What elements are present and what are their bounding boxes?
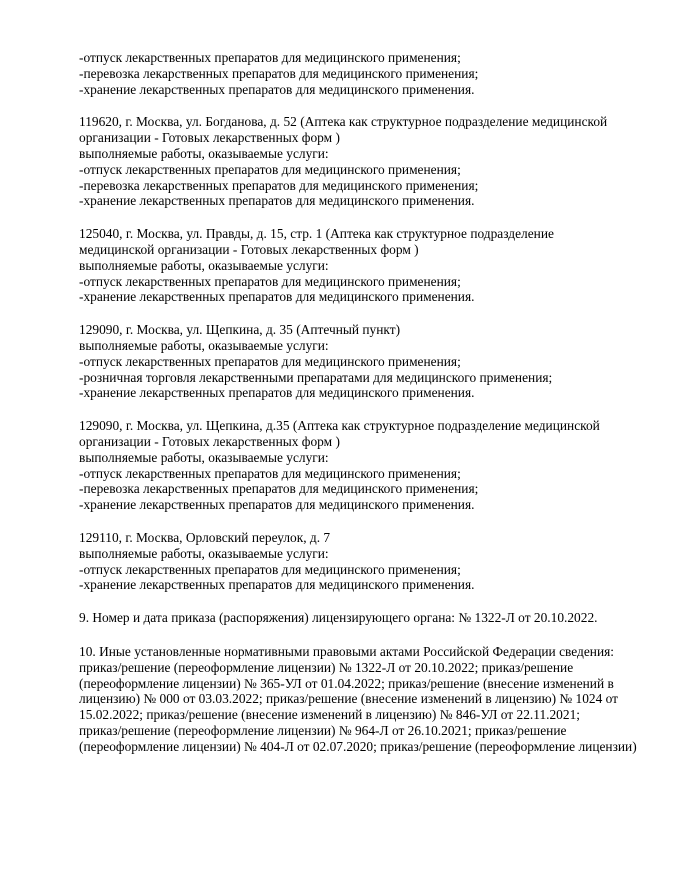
- text-line: -отпуск лекарственных препаратов для медицинского применения;: [79, 465, 461, 481]
- address-line: 129090, г. Москва, ул. Щепкина, д. 35 (Аптечный пункт): [79, 322, 401, 338]
- text-line: -хранение лекарственных препаратов для медицинского применения.: [79, 289, 475, 305]
- text-line: (переоформление лицензии) № 365-УЛ от 01.04.2022; приказ/решение (внесение изменений в: [79, 675, 614, 691]
- text-line: -перевозка лекарственных препаратов для медицинского применения;: [79, 65, 479, 81]
- section-9-order-number: [79, 610, 679, 626]
- address-block-pravdy: [79, 226, 679, 305]
- text-line: -хранение лекарственных препаратов для медицинского применения.: [79, 577, 475, 593]
- address-line: 125040, г. Москва, ул. Правды, д. 15, стр. 1 (Аптека как структурное подразделение: [79, 226, 554, 242]
- address-block-schepkina-d35: [79, 418, 679, 513]
- text-line: организации - Готовых лекарственных форм ): [79, 433, 340, 449]
- text-line: -отпуск лекарственных препаратов для медицинского применения;: [79, 273, 461, 289]
- text-line: -отпуск лекарственных препаратов для медицинского применения;: [79, 50, 461, 65]
- text-line: выполняемые работы, оказываемые услуги:: [79, 337, 329, 353]
- text-line: -отпуск лекарственных препаратов для медицинского применения;: [79, 161, 461, 177]
- address-line: 129110, г. Москва, Орловский переулок, д. 7: [79, 529, 331, 545]
- section-heading: 9. Номер и дата приказа (распоряжения) лицензирующего органа: № 1322-Л от 20.10.2022.: [79, 610, 598, 626]
- text-line: приказ/решение (переоформление лицензии) № 964-Л от 26.10.2021; приказ/решение: [79, 722, 567, 738]
- document-page: [79, 50, 679, 771]
- address-block-schepkina-35: [79, 322, 679, 401]
- services-block-1: [79, 50, 679, 97]
- text-line: -хранение лекарственных препаратов для медицинского применения.: [79, 385, 475, 401]
- section-heading: 10. Иные установленные нормативными правовыми актами Российской Федерации сведения:: [79, 643, 614, 659]
- text-line: -перевозка лекарственных препаратов для медицинского применения;: [79, 177, 479, 193]
- text-line: -отпуск лекарственных препаратов для медицинского применения;: [79, 353, 461, 369]
- address-line: 119620, г. Москва, ул. Богданова, д. 52 (Аптека как структурное подразделение медицинской: [79, 114, 608, 130]
- text-line: выполняемые работы, оказываемые услуги:: [79, 545, 329, 561]
- text-line: медицинской организации - Готовых лекарственных форм ): [79, 241, 419, 257]
- text-line: 15.02.2022; приказ/решение (внесение изменений в лицензию) № 846-УЛ от 22.11.2021;: [79, 707, 580, 723]
- section-10-other-info: [79, 644, 679, 755]
- text-line: выполняемые работы, оказываемые услуги:: [79, 449, 329, 465]
- text-line: -отпуск лекарственных препаратов для медицинского применения;: [79, 561, 461, 577]
- address-line: 129090, г. Москва, ул. Щепкина, д.35 (Аптека как структурное подразделение медицинской: [79, 418, 600, 434]
- address-block-bogdanova: [79, 114, 679, 209]
- text-line: -хранение лекарственных препаратов для медицинского применения.: [79, 81, 475, 97]
- text-line: выполняемые работы, оказываемые услуги:: [79, 257, 329, 273]
- text-line: -розничная торговля лекарственными препаратами для медицинского применения;: [79, 369, 553, 385]
- text-line: лицензию) № 000 от 03.03.2022; приказ/решение (внесение изменений в лицензию) № 1024 от: [79, 691, 619, 707]
- text-line: -перевозка лекарственных препаратов для медицинского применения;: [79, 481, 479, 497]
- text-line: выполняемые работы, оказываемые услуги:: [79, 145, 329, 161]
- address-block-orlovsky: [79, 530, 679, 593]
- text-line: приказ/решение (переоформление лицензии) № 1322-Л от 20.10.2022; приказ/решение: [79, 659, 574, 675]
- text-line: (переоформление лицензии) № 404-Л от 02.07.2020; приказ/решение (переоформление лицензии): [79, 738, 637, 754]
- text-line: -хранение лекарственных препаратов для медицинского применения.: [79, 497, 475, 513]
- text-line: -хранение лекарственных препаратов для медицинского применения.: [79, 193, 475, 209]
- text-line: организации - Готовых лекарственных форм ): [79, 130, 340, 146]
